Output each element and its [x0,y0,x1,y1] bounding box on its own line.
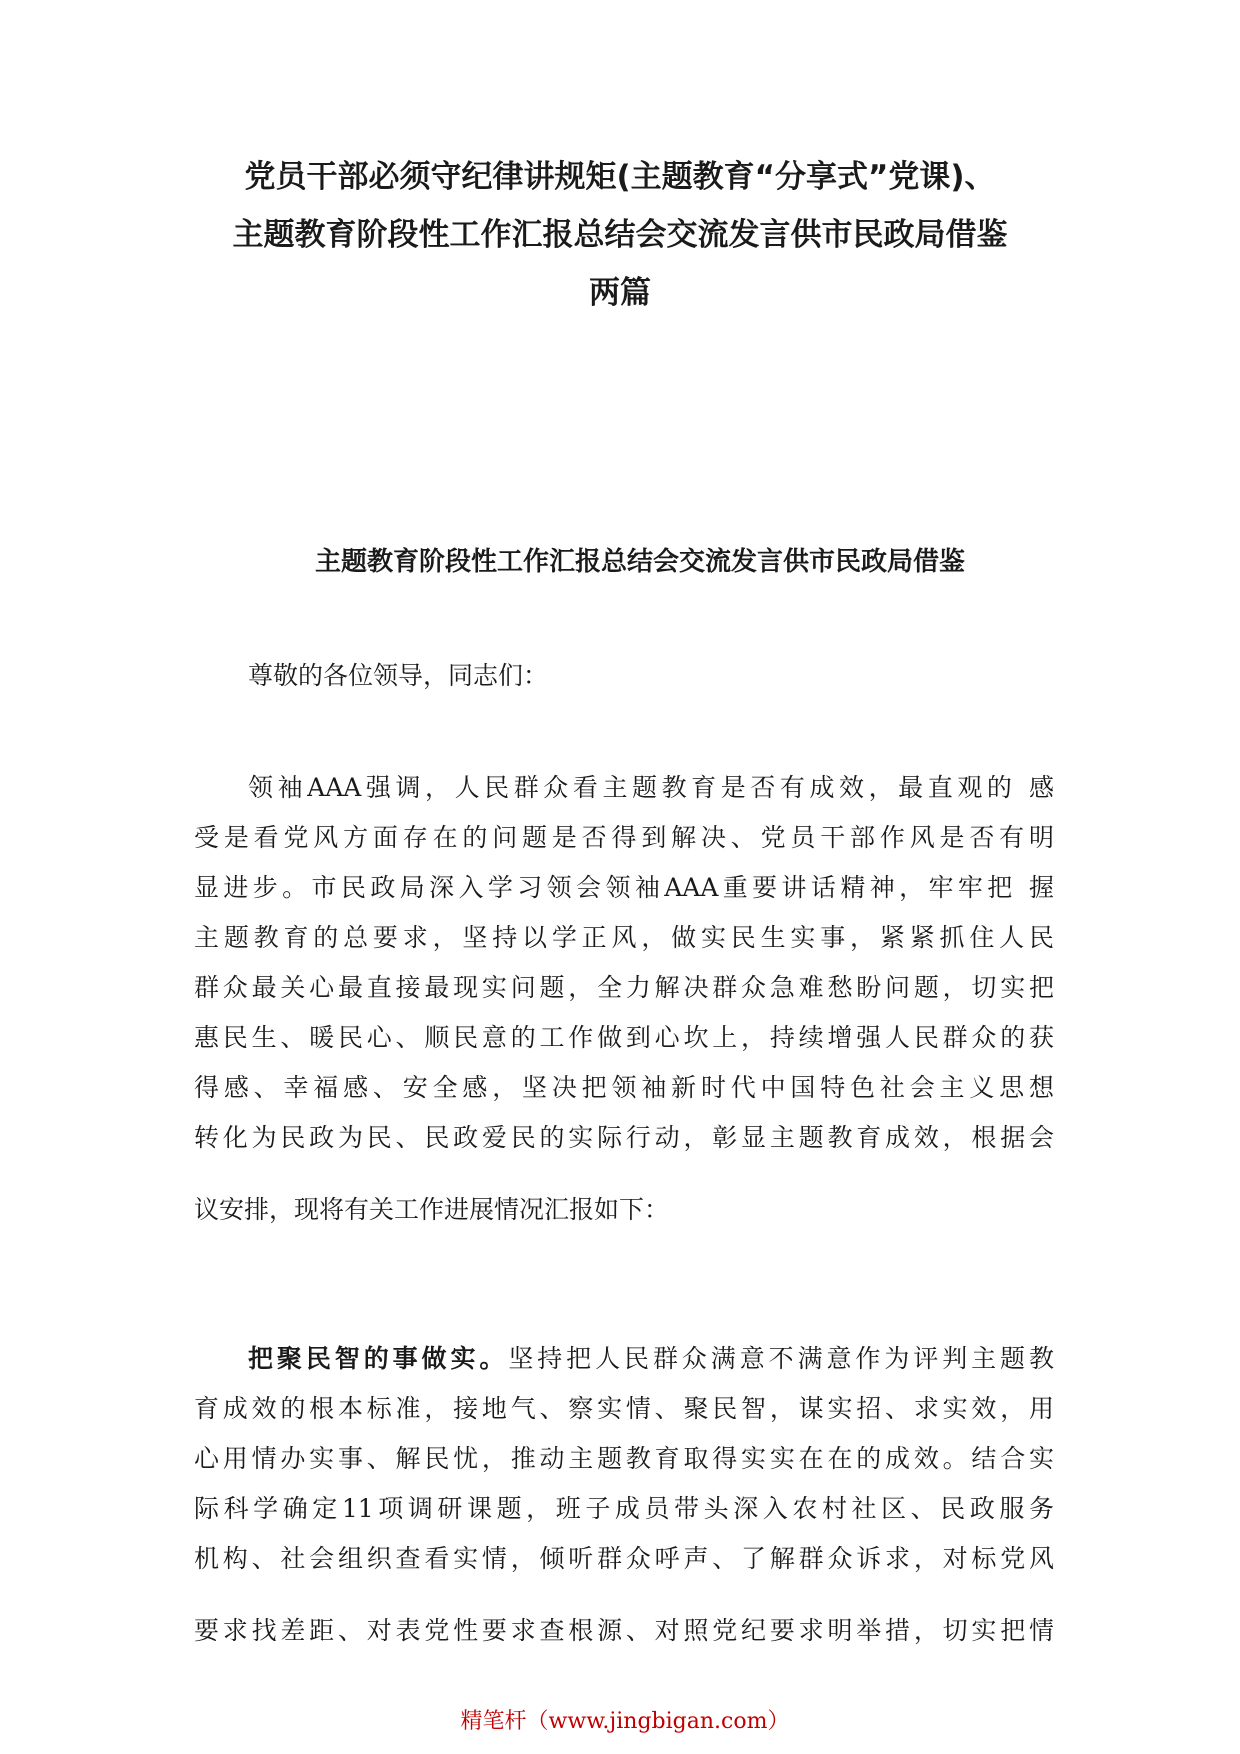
paragraph-line: 群众最关心最直接最现实问题，全力解决群众急难愁盼问题，切实把 [194,973,1054,1002]
salutation: 尊敬的各位领导，同志们： [248,661,549,690]
paragraph-line: 际科学确定11项调研课题，班子成员带头深入农村社区、民政服务 [194,1494,1054,1523]
paragraph-bold-lead: 把聚民智的事做实。 [248,1344,509,1373]
paragraph-line: 惠民生、暖民心、顺民意的工作做到心坎上，持续增强人民群众的获 [194,1023,1054,1052]
document-title-line-2: 主题教育阶段性工作汇报总结会交流发言供市民政局借鉴 [232,217,1008,253]
paragraph-line: 显进步。市民政局深入学习领会领袖AAA重要讲话精神，牢牢把 握 [194,873,1054,902]
paragraph-line: 领袖AAA强调，人民群众看主题教育是否有成效，最直观的 感 [248,773,1054,802]
paragraph-line: 转化为民政为民、民政爱民的实际行动，彰显主题教育成效，根据会 [194,1123,1054,1152]
document-title [150,148,1090,322]
document-title-line-1: 党员干部必须守纪律讲规矩(主题教育“分享式”党课)、 [244,159,996,195]
paragraph-line: 要求找差距、对表党性要求查根源、对照党纪要求明举措，切实把情 [194,1616,1054,1645]
paragraph-line: 得感、幸福感、安全感，坚决把领袖新时代中国特色社会主义思想 [194,1073,1054,1102]
paragraph-line: 议安排，现将有关工作进展情况汇报如下： [194,1195,670,1224]
paragraph-intro [194,763,1054,1235]
paragraph-line: 受是看党风方面存在的问题是否得到解决、党员干部作风是否有明 [194,823,1054,852]
paragraph-line: 育成效的根本标准，接地气、察实情、聚民智，谋实招、求实效，用 [194,1394,1054,1423]
footer-watermark: 精笔杆（www.jingbigan.com） [460,1709,790,1734]
paragraph-line: 主题教育的总要求，坚持以学正风，做实民生实事，紧紧抓住人民 [194,923,1054,952]
paragraph-line: 机构、社会组织查看实情，倾听群众呼声、了解群众诉求，对标党风 [194,1544,1054,1573]
document-title-line-3: 两篇 [589,275,651,311]
paragraph-line: 心用情办实事、解民忧，推动主题教育取得实实在在的成效。结合实 [194,1444,1054,1473]
paragraph-section-1 [194,1334,1054,1656]
paragraph-lead-rest: 坚持把人民群众满意不满意作为评判主题教 [508,1344,1054,1373]
paragraph-first-line [194,1334,1054,1384]
section-heading: 主题教育阶段性工作汇报总结会交流发言供市民政局借鉴 [314,547,965,577]
